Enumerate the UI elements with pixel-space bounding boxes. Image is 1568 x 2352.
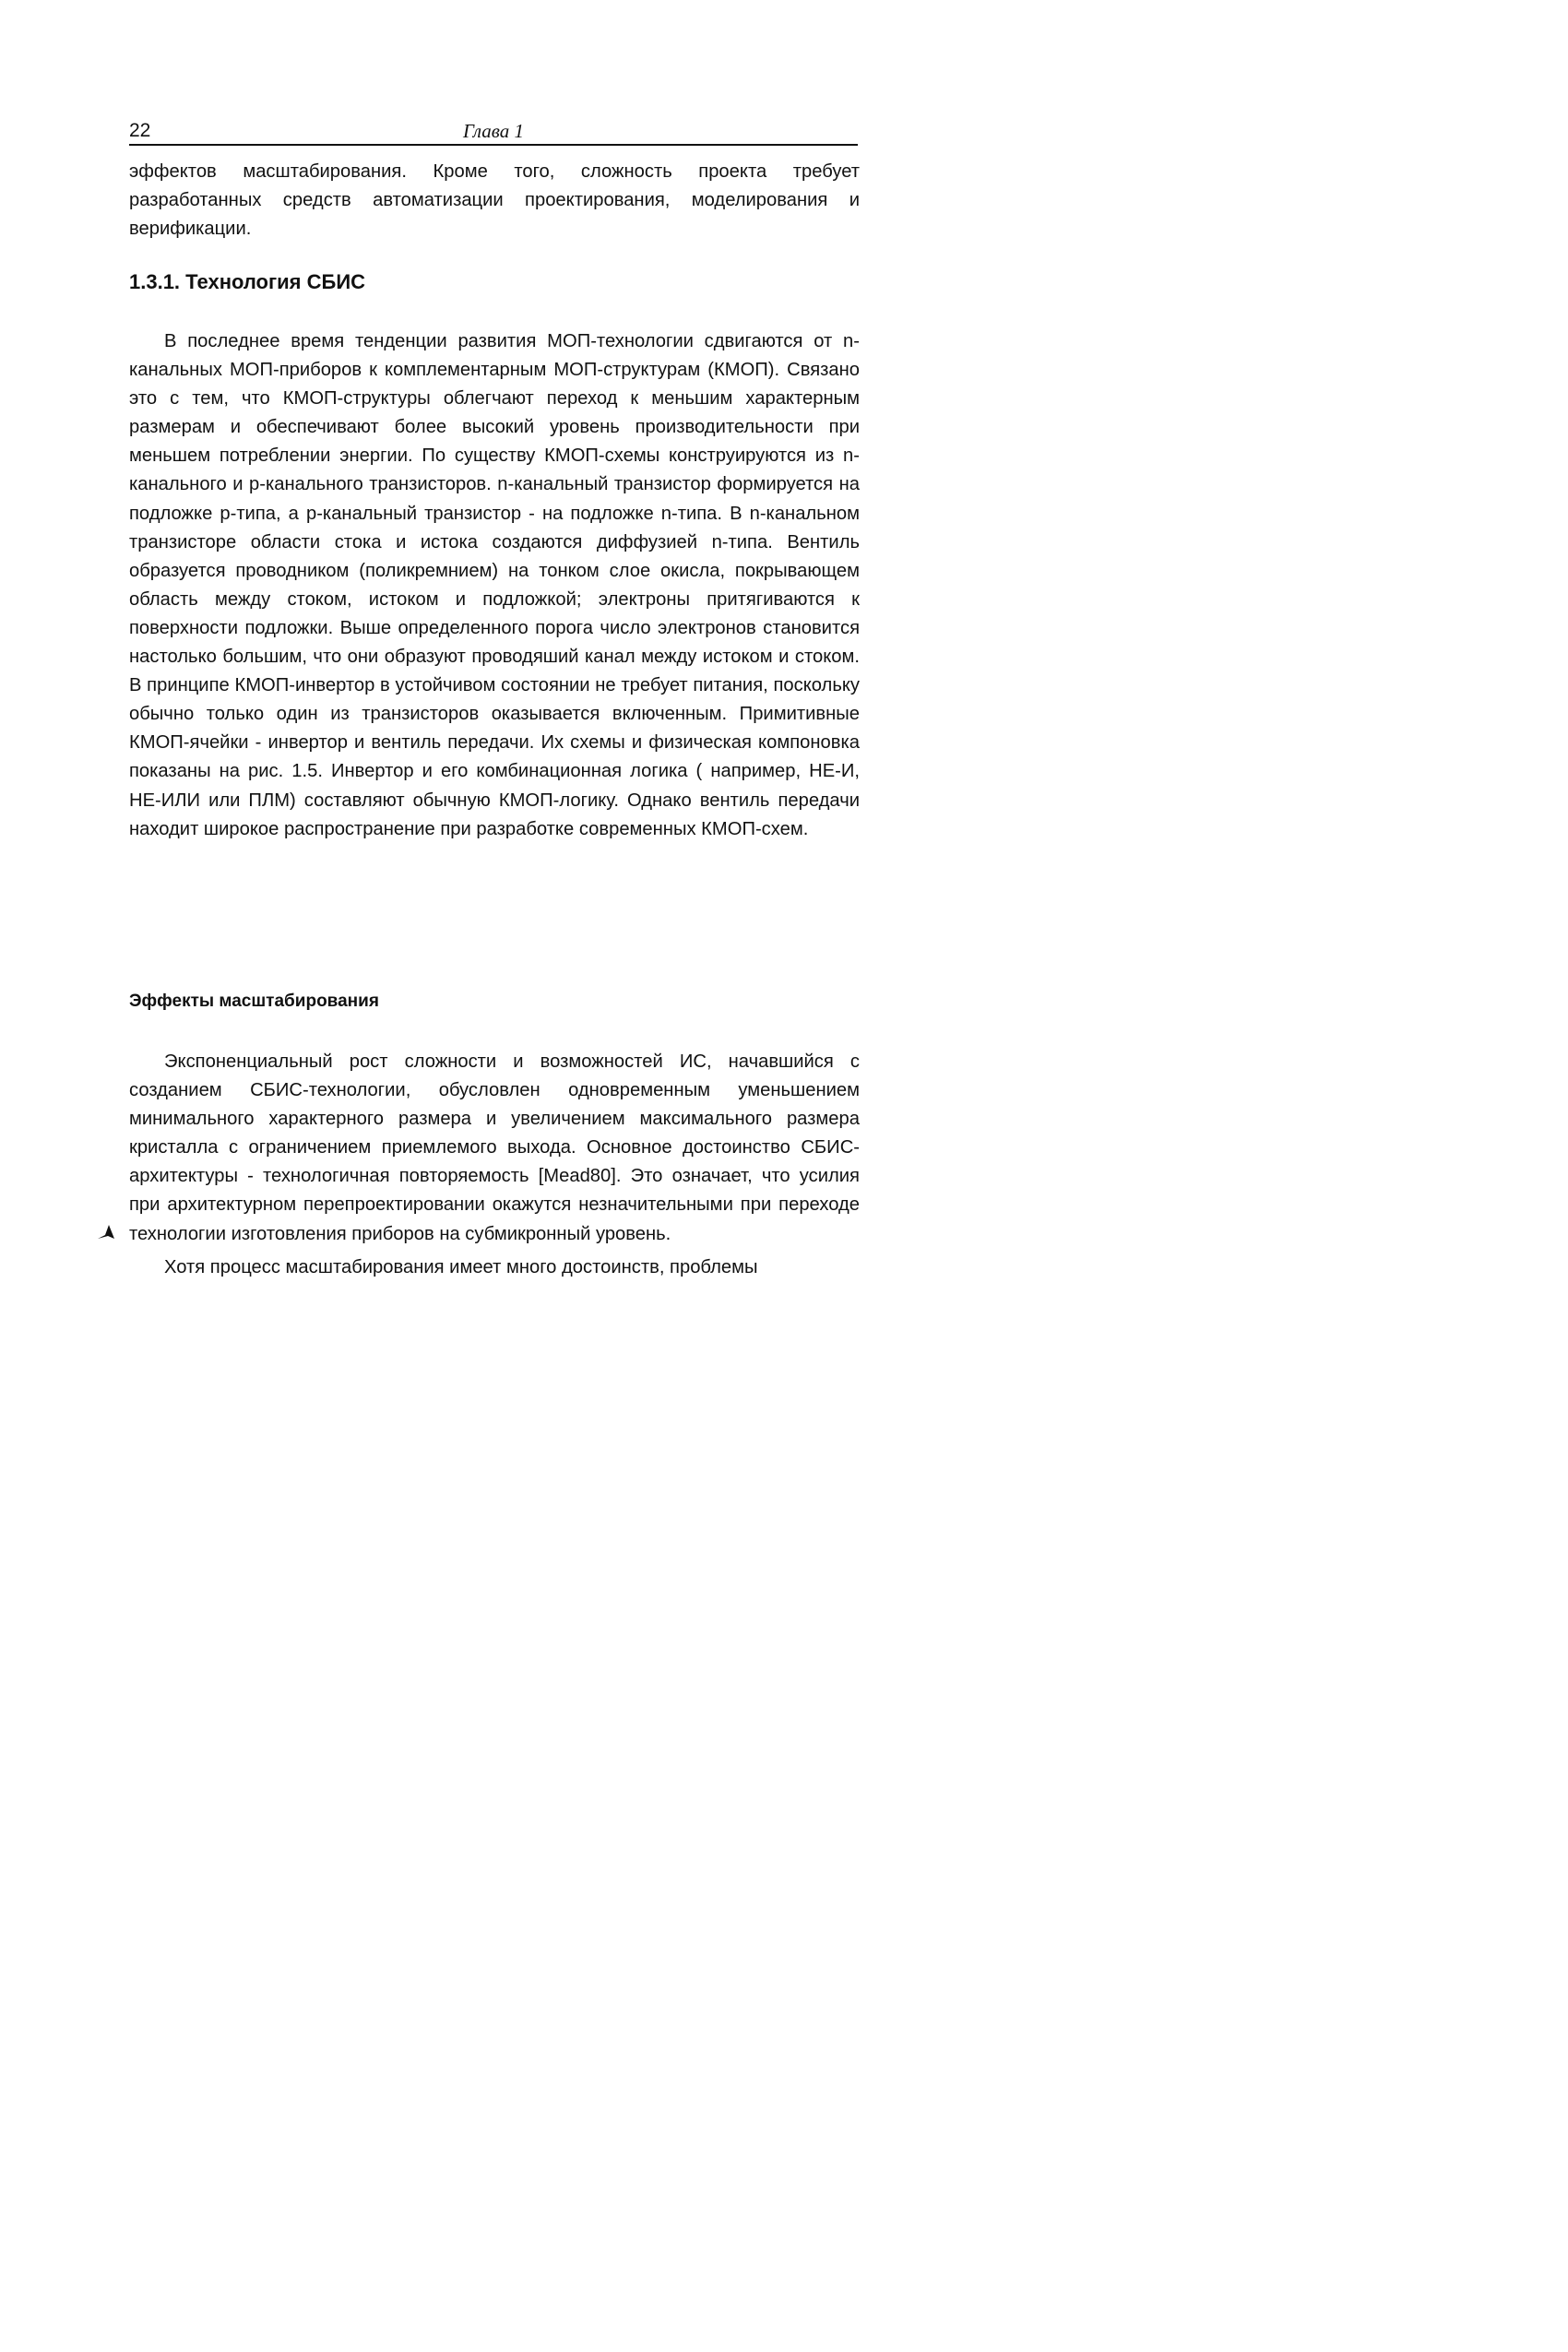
subsection-heading: Эффекты масштабирования — [129, 992, 379, 1011]
subsection-text-block — [129, 1048, 860, 1282]
running-head: Глава 1 — [463, 120, 524, 142]
section-number: 1.3.1. — [129, 270, 181, 293]
margin-mark-icon — [96, 1222, 116, 1242]
section-text-block — [129, 327, 860, 844]
section-heading — [129, 270, 365, 294]
intro-text-block — [129, 158, 860, 244]
intro-paragraph: эффектов масштабирования. Кроме того, сложность проекта требует разработанных средств автоматизации проектирования, моделирования и верификации. — [129, 161, 860, 240]
section-title: Технология СБИС — [185, 270, 366, 293]
body-paragraph: Хотя процесс масштабирования имеет много достоинств, проблемы — [164, 1256, 758, 1277]
page-number: 22 — [129, 120, 151, 141]
body-paragraph: Экспоненциальный рост сложности и возможностей ИС, начавшийся с созданием СБИС-технологии, обусловлен одновременным уменьшением минимального характерного размера и увеличением максимального размера кристалла с ограничением приемлемого выхода. Основное достоинство СБИС-архитектуры - технологичная повторяемость [Mead80]. Это означает, что усилия при архитектурном перепроектировании окажутся незначительными при переходе технологии изготовления приборов на субмикронный уровень. — [129, 1051, 860, 1244]
page-header — [129, 116, 858, 146]
body-paragraph: В последнее время тенденции развития МОП-технологии сдвигаются от n-канальных МОП-приборов к комплементарным МОП-структурам (КМОП). Связано это с тем, что КМОП-структуры облегчают переход к меньшим характерным размерам и обеспечивают более высокий уровень производительности при меньшем потреблении энергии. По существу КМОП-схемы конструируются из n-канального и p-канального транзисторов. n-канальный транзистор формируется на подложке p-типа, а p-канальный транзистор - на подложке n-типа. В n-канальном транзисторе области стока и истока создаются диффузией n-типа. Вентиль образуется проводником (поликремнием) на тонком слое окисла, покрывающем область между стоком, истоком и подложкой; электроны притягиваются к поверхности подложки. Выше определенного порога число электронов становится настолько большим, что они образуют проводяший канал между истоком и стоком. В принципе КМОП-инвертор в устойчивом состоянии не требует питания, поскольку обычно только один из транзисторов оказывается включенным. Примитивные КМОП-ячейки - инвертор и вентиль передачи. Их схемы и физическая компоновка показаны на рис. 1.5. Инвертор и его комбинационная логика ( например, НЕ-И, НЕ-ИЛИ или ПЛМ) составляют обычную КМОП-логику. Однако вентиль передачи находит широкое распространение при разработке современных КМОП-схем. — [129, 331, 860, 839]
